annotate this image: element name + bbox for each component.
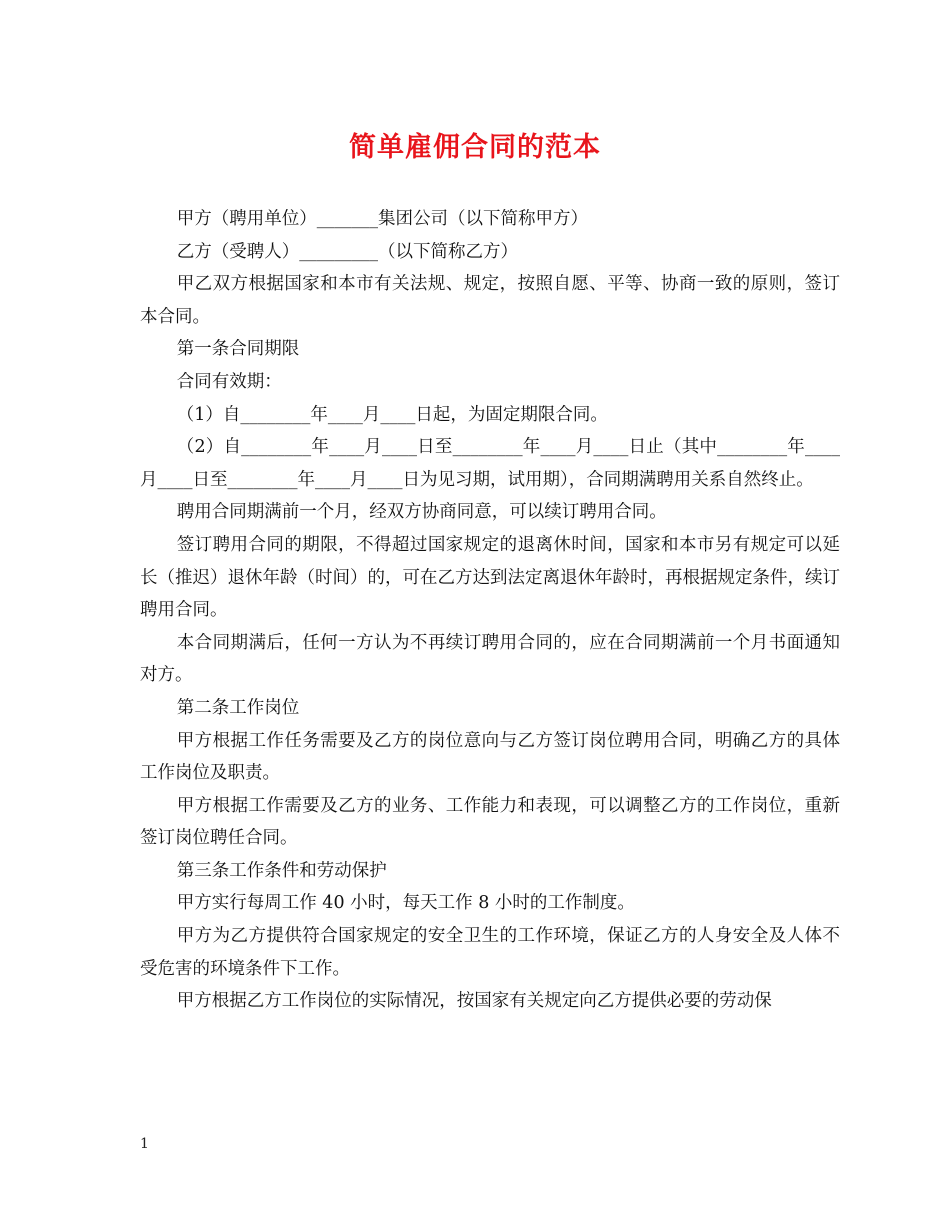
- article-1-heading: 第一条合同期限: [176, 339, 300, 360]
- term-limit-paragraph: 签订聘用合同的期限，不得超过国家规定的退离休时间，国家和本市另有规定可以延长（推迟）退休年龄（时间）的，可在乙方达到法定离退休年龄时，再根据规定条件，续订聘用合同。: [140, 534, 840, 621]
- work-environment-paragraph: 甲方为乙方提供符合国家规定的安全卫生的工作环境，保证乙方的人身安全及人体不受危害的环境条件下工作。: [140, 926, 840, 979]
- party-a-line: 甲方（聘用单位）_______集团公司（以下简称甲方）: [176, 209, 588, 229]
- term-option-1: （1）自________年____月____日起，为固定期限合同。: [176, 404, 608, 425]
- article-3-heading: 第三条工作条件和劳动保护: [176, 860, 387, 881]
- labor-protection-paragraph: 甲方根据乙方工作岗位的实际情况，按国家有关规定向乙方提供必要的劳动保: [176, 991, 772, 1012]
- position-assignment-paragraph: 甲方根据工作任务需要及乙方的岗位意向与乙方签订岗位聘用合同，明确乙方的具体工作岗位及职责。: [140, 730, 840, 784]
- expiry-notice-paragraph: 本合同期满后，任何一方认为不再续订聘用合同的，应在合同期满前一个月书面通知对方。: [140, 632, 840, 686]
- document-body: [140, 203, 840, 1018]
- term-option-2: （2）自________年____月____日至________年____月____日止（其中________年____月____日至________年____月____日为见习期，试用期），合同期满聘用关系自然终止。: [140, 437, 840, 490]
- document-title: 简单雇佣合同的范本: [349, 132, 601, 163]
- party-b-line: 乙方（受聘人）_________（以下简称乙方）: [176, 241, 518, 262]
- contract-validity-label: 合同有效期：: [176, 371, 282, 392]
- working-hours-paragraph: 甲方实行每周工作 40 小时，每天工作 8 小时的工作制度。: [176, 893, 635, 914]
- renewal-paragraph: 聘用合同期满前一个月，经双方协商同意，可以续订聘用合同。: [176, 502, 667, 523]
- position-adjustment-paragraph: 甲方根据工作需要及乙方的业务、工作能力和表现，可以调整乙方的工作岗位，重新签订岗位聘任合同。: [140, 795, 840, 849]
- page-number: 1: [140, 1136, 149, 1152]
- preamble-paragraph: 甲乙双方根据国家和本市有关法规、规定，按照自愿、平等、协商一致的原则，签订本合同。: [140, 274, 840, 327]
- article-2-heading: 第二条工作岗位: [176, 697, 300, 718]
